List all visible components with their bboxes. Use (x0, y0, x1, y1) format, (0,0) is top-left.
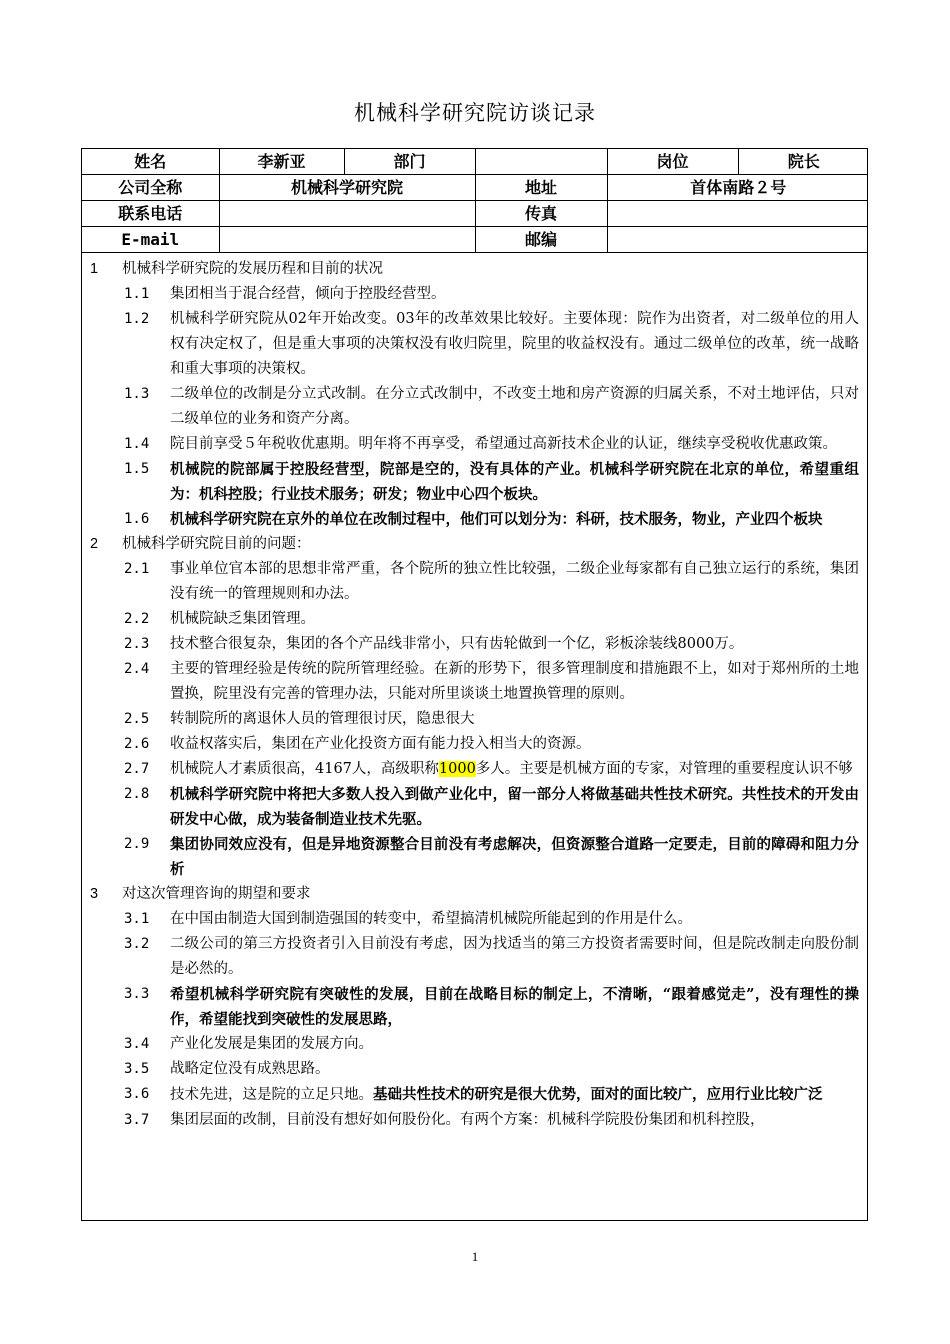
section-number: 3 (90, 886, 99, 902)
list-item (88, 982, 861, 1032)
company-value: 机械科学研究院 (219, 175, 475, 201)
list-item (88, 832, 861, 882)
info-row-3 (82, 201, 868, 227)
item-number: 2.9 (124, 836, 150, 852)
dept-value (475, 149, 607, 175)
item-text: 产业化发展是集团的发展方向。 (170, 1036, 373, 1052)
item-text: 机械科学研究院在京外的单位在改制过程中，他们可以划分为：科研，技术服务，物业，产业四个板块 (170, 511, 823, 528)
info-row-1 (82, 149, 868, 175)
list-item (88, 457, 861, 507)
item-number: 3.4 (124, 1036, 150, 1052)
fax-label: 传真 (475, 201, 607, 227)
list-item (88, 1032, 861, 1057)
item-number: 2.5 (124, 711, 150, 727)
item-text: 机械院的院部属于控股经营型，院部是空的，没有具体的产业。机械科学研究院在北京的单位，希望重组为：机科控股；行业技术服务；研发；物业中心四个板块。 (170, 461, 859, 503)
item-number: 1.1 (124, 286, 150, 302)
section-number: 1 (90, 261, 99, 277)
fax-value (607, 201, 868, 227)
item-text (170, 1082, 861, 1108)
item-text: 二级单位的改制是分立式改制。在分立式改制中，不改变土地和房产资源的归属关系，不对土地评估，只对二级单位的业务和资产分离。 (170, 386, 859, 427)
item-number: 1.3 (124, 386, 150, 402)
item-number: 3.1 (124, 911, 150, 927)
info-row-2 (82, 175, 868, 201)
item-text: 集团相当于混合经营，倾向于控股经营型。 (170, 286, 446, 302)
item-number: 1.6 (124, 511, 150, 527)
item-number: 2.7 (124, 761, 150, 777)
section-title: 对这次管理咨询的期望和要求 (122, 886, 311, 902)
item-text-part: 机械院人才素质很高，4167人，高级职称 (170, 761, 439, 777)
item-number: 2.3 (124, 636, 150, 652)
interview-content (82, 253, 867, 1133)
item-text: 二级公司的第三方投资者引入目前没有考虑，因为找适当的第三方投资者需要时间，但是院改制走向股份制是必然的。 (170, 936, 859, 977)
list-item (88, 557, 861, 607)
list-item (88, 932, 861, 982)
item-number: 3.7 (124, 1112, 150, 1128)
item-number: 3.3 (124, 986, 150, 1002)
name-value: 李新亚 (219, 149, 344, 175)
section-heading (88, 532, 861, 557)
item-number: 1.4 (124, 436, 150, 452)
section-heading (88, 257, 861, 282)
phone-value (219, 201, 475, 227)
section-number: 2 (90, 536, 99, 552)
item-number: 2.2 (124, 611, 150, 627)
dept-label: 部门 (344, 149, 475, 175)
item-text: 集团层面的改制，目前没有想好如何股份化。有两个方案：机械科学院股份集团和机科控股， (170, 1112, 765, 1128)
list-item (88, 1108, 861, 1133)
item-text: 机械科学研究院中将把大多数人投入到做产业化中，留一部分人将做基础共性技术研究。共性技术的开发由研发中心做，成为装备制造业技术先驱。 (170, 786, 859, 828)
item-number: 2.8 (124, 786, 150, 802)
item-number: 3.5 (124, 1061, 150, 1077)
info-row-4 (82, 227, 868, 253)
section-heading (88, 882, 861, 907)
position-label: 岗位 (607, 149, 738, 175)
bold-text: 基础共性技术的研究是很大优势，面对的面比较广，应用行业比较广泛 (373, 1086, 823, 1103)
item-text: 希望机械科学研究院有突破性的发展，目前在战略目标的制定上，不清晰，“跟着感觉走”，没有理性的操作，希望能找到突破性的发展思路， (170, 986, 859, 1028)
list-item (88, 507, 861, 532)
list-item (88, 632, 861, 657)
list-item (88, 657, 861, 707)
list-item (88, 757, 861, 782)
item-text (170, 757, 861, 782)
item-text: 机械院缺乏集团管理。 (170, 611, 315, 627)
list-item (88, 782, 861, 832)
item-number: 1.2 (124, 311, 150, 327)
postcode-label: 邮编 (475, 227, 607, 253)
phone-label: 联系电话 (82, 201, 219, 227)
item-text: 机械科学研究院从02年开始改变。03年的改革效果比较好。主要体现：院作为出资者，对二级单位的用人权有决定权了，但是重大事项的决策权没有收归院里，院里的收益权没有。通过二级单位的改革，统一战略和重大事项的决策权。 (170, 311, 859, 377)
info-table (82, 149, 868, 253)
list-item (88, 907, 861, 932)
email-label: E-mail (82, 227, 219, 253)
list-item (88, 607, 861, 632)
list-item (88, 707, 861, 732)
page-title: 机械科学研究院访谈记录 (354, 101, 596, 125)
list-item (88, 732, 861, 757)
list-item (88, 382, 861, 432)
name-label: 姓名 (82, 149, 219, 175)
interview-record-frame (81, 148, 868, 1221)
section-title: 机械科学研究院的发展历程和目前的状况 (122, 261, 383, 277)
item-number: 2.1 (124, 561, 150, 577)
item-text: 战略定位没有成熟思路。 (170, 1061, 330, 1077)
item-number: 2.6 (124, 736, 150, 752)
item-text: 院目前享受５年税收优惠期。明年将不再享受，希望通过高新技术企业的认证，继续享受税收优惠政策。 (170, 436, 837, 452)
position-value: 院长 (738, 149, 868, 175)
address-value: 首体南路２号 (607, 175, 868, 201)
item-text: 技术整合很复杂，集团的各个产品线非常小，只有齿轮做到一个亿，彩板涂装线8000万。 (170, 636, 744, 652)
item-number: 3.2 (124, 936, 150, 952)
item-text: 事业单位官本部的思想非常严重，各个院所的独立性比较强，二级企业每家都有自己独立运行的系统，集团没有统一的管理规则和办法。 (170, 561, 859, 602)
item-number: 2.4 (124, 661, 150, 677)
item-text: 在中国由制造大国到制造强国的转变中，希望搞清机械院所能起到的作用是什么。 (170, 911, 692, 927)
address-label: 地址 (475, 175, 607, 201)
page-number: 1 (471, 1249, 479, 1264)
item-text: 主要的管理经验是传统的院所管理经验。在新的形势下，很多管理制度和措施跟不上，如对于郑州所的土地置换，院里没有完善的管理办法，只能对所里谈谈土地置换管理的原则。 (170, 661, 859, 702)
list-item (88, 432, 861, 457)
item-number: 1.5 (124, 461, 150, 477)
item-text-part: 技术先进，这是院的立足只地。 (170, 1087, 373, 1103)
postcode-value (607, 227, 868, 253)
section-title: 机械科学研究院目前的问题： (122, 536, 311, 552)
list-item (88, 282, 861, 307)
email-value (219, 227, 475, 253)
list-item (88, 307, 861, 382)
list-item (88, 1082, 861, 1108)
company-label: 公司全称 (82, 175, 219, 201)
list-item (88, 1057, 861, 1082)
highlighted-text: 1000 (438, 761, 476, 777)
item-number: 3.6 (124, 1086, 150, 1102)
item-text: 集团协同效应没有，但是异地资源整合目前没有考虑解决，但资源整合道路一定要走，目前的障碍和阻力分析 (170, 836, 859, 878)
item-text: 收益权落实后，集团在产业化投资方面有能力投入相当大的资源。 (170, 736, 591, 752)
item-text: 转制院所的离退休人员的管理很讨厌，隐患很大 (170, 711, 475, 727)
item-text-part: 多人。主要是机械方面的专家，对管理的重要程度认识不够 (475, 761, 853, 777)
